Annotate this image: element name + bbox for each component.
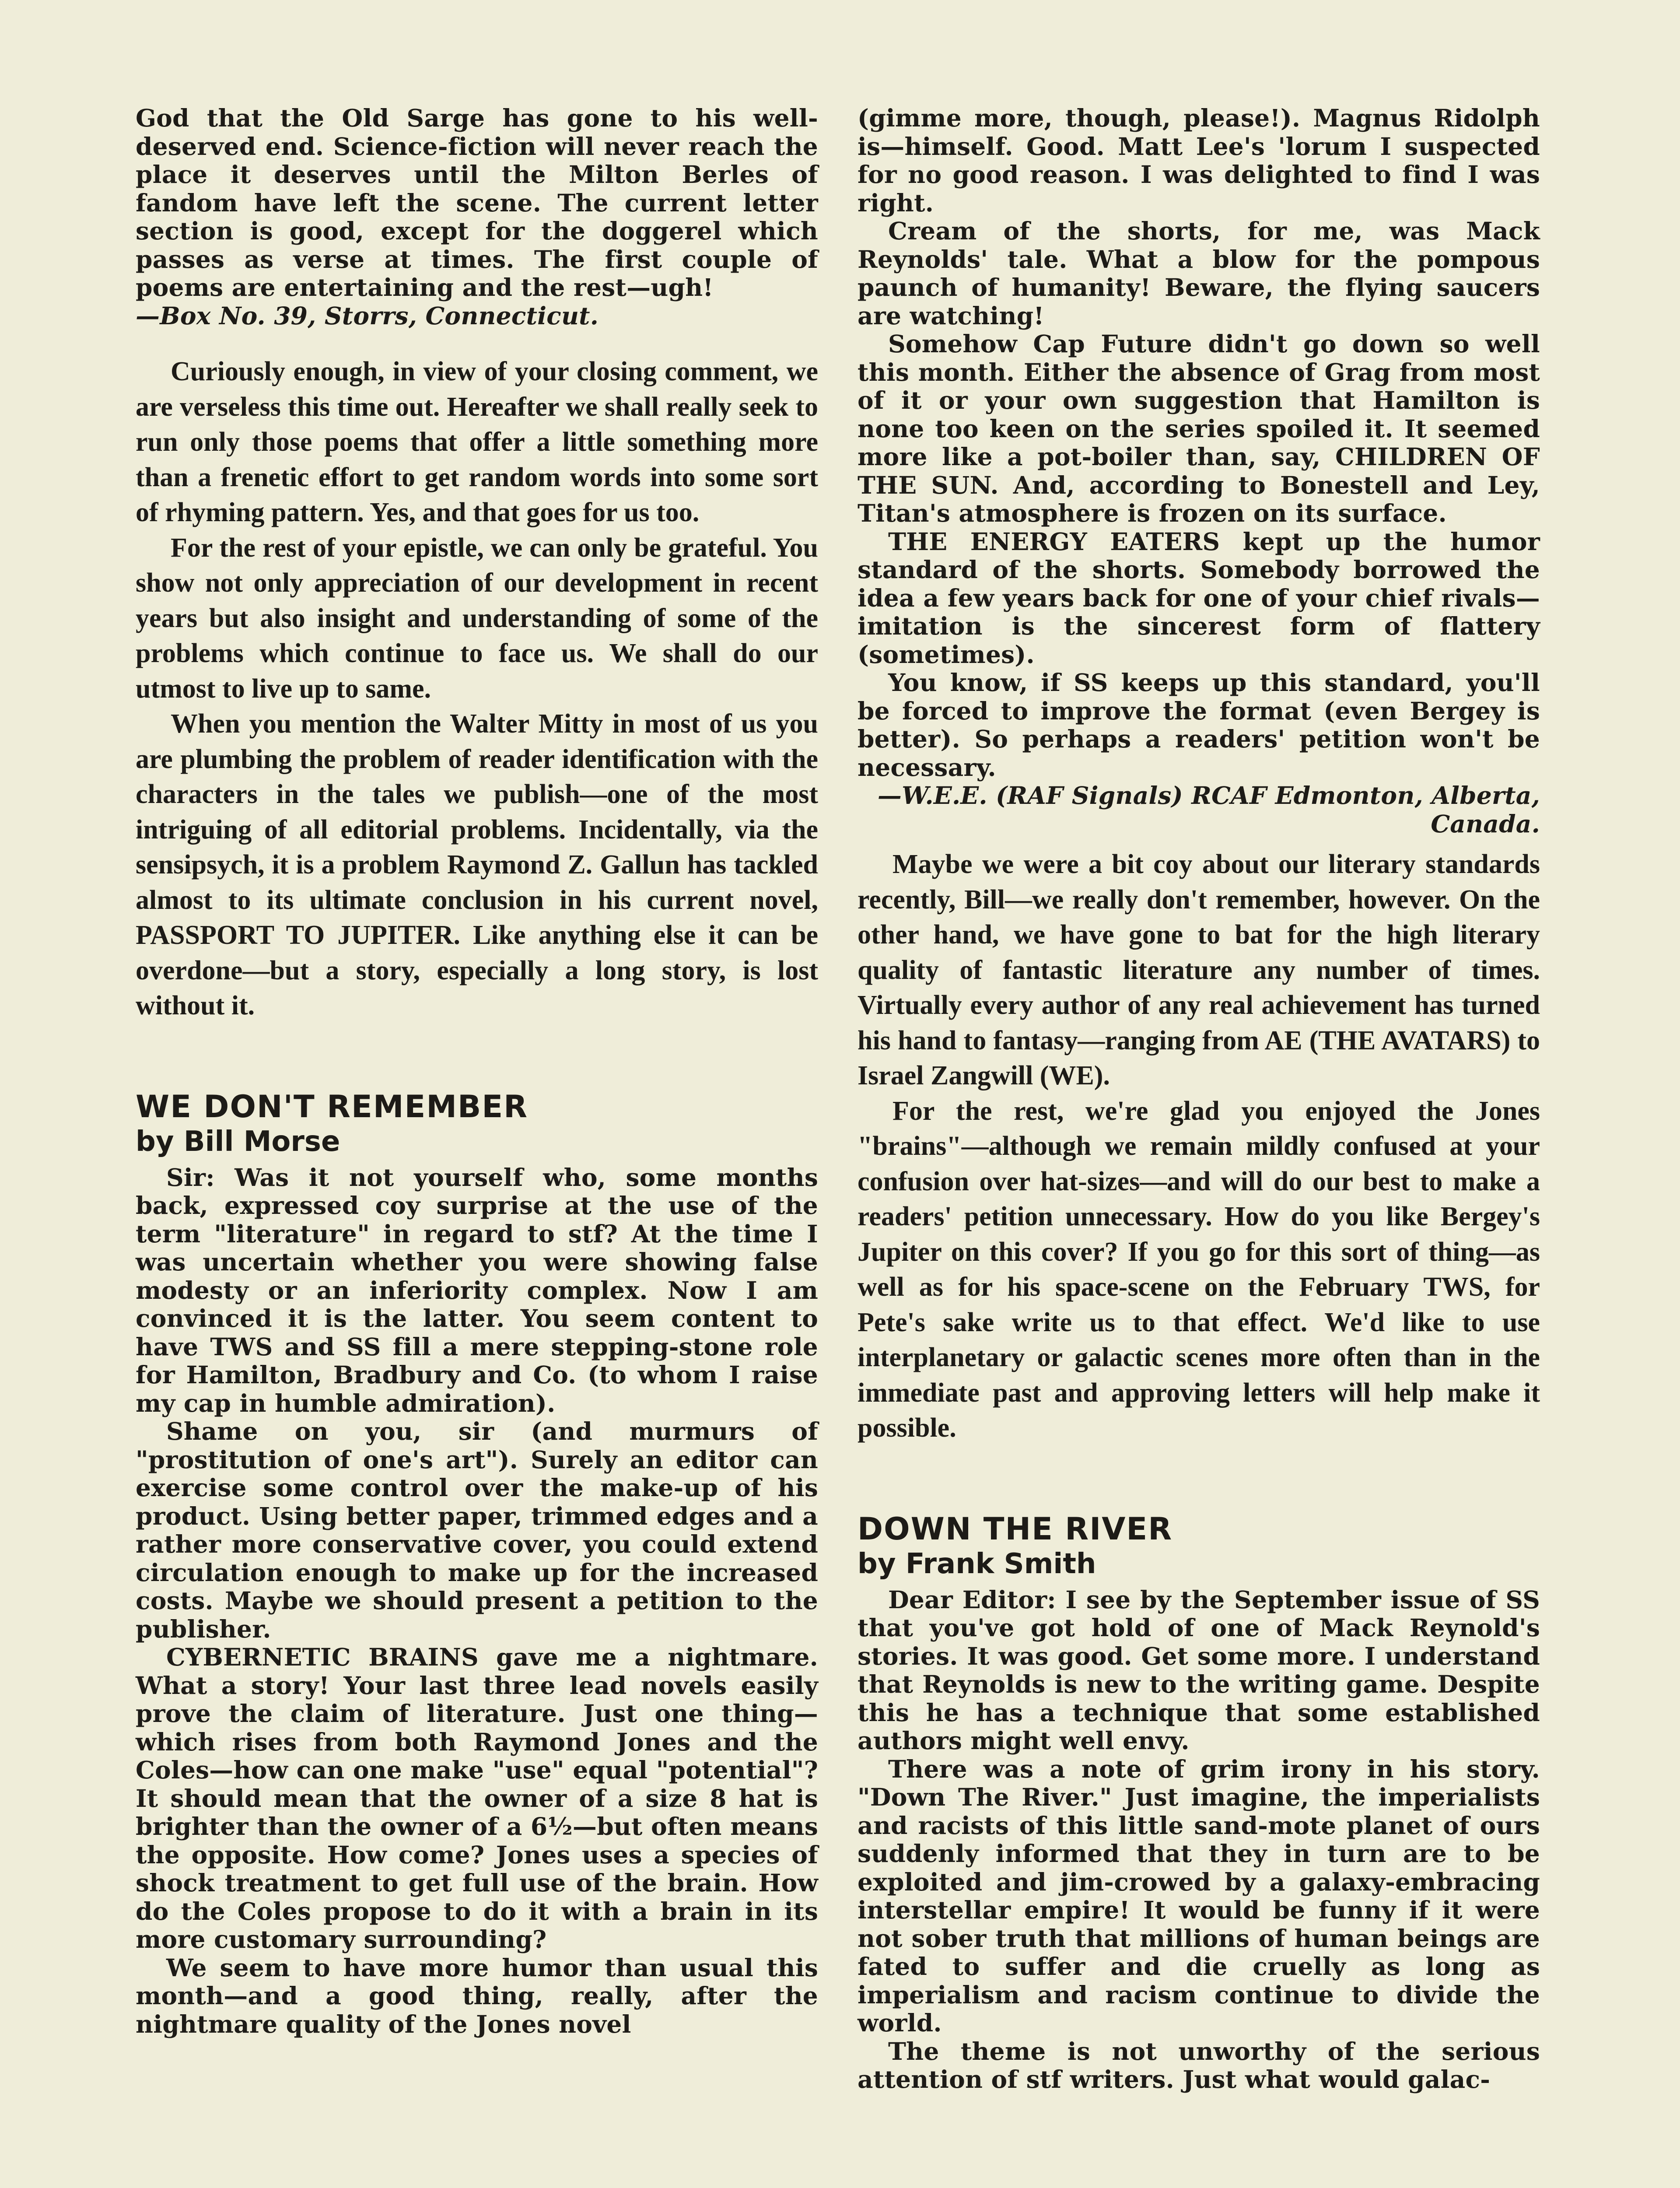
letter-paragraph: Shame on you, sir (and murmurs of "prostitution of one's art"). Surely an editor can exercise some control over the make-up of his product. Using better paper, trimmed edges and a rather more conservative cover, you could extend circulation enough to make up for the increased costs. Maybe we should present a petition to the publisher. [136, 1417, 818, 1643]
letter-byline: by Frank Smith [858, 1547, 1096, 1580]
letter-paragraph: There was a note of grim irony in his story. "Down The River." Just imagine, the imperialists and racists of this little sand-mote planet of ours suddenly informed that they in turn are to be exploited and jim-crowed by a galaxy-embracing interstellar empire! It would be funny if it were not sober truth that millions of human beings are fated to suffer and die cruelly as long as imperialism and racism continue to divide the world. [858, 1754, 1540, 2037]
letter-paragraph: (gimme more, though, please!). Magnus Ridolph is—himself. Good. Matt Lee's 'lorum I suspected for no good reason. I was delighted to find I was right. [858, 104, 1540, 217]
letter-signature: —W.E.E. (RAF Signals) RCAF Edmonton, Alberta, Canada. [877, 781, 1540, 838]
letter-signature: —Box No. 39, Storrs, Connecticut. [136, 301, 599, 330]
letter-paragraph: Somehow Cap Future didn't go down so well this month. Either the absence of Grag from most of it or your own suggestion that Hamilton is none too keen on the series spoiled it. It seemed more like a pot-boiler than, say, CHILDREN OF THE SUN. And, according to Bonestell and Ley, Titan's atmosphere is frozen on its surface. [858, 330, 1540, 527]
letter-paragraph: CYBERNETIC BRAINS gave me a nightmare. What a story! Your last three lead novels easily prove the claim of literature. Just one thing—which rises from both Raymond Jones and the Coles—how can one make "use" equal "potential"? It should mean that the owner of a size 8 hat is brighter than the owner of a 6½—but often means the opposite. How come? Jones uses a species of shock treatment to get full use of the brain. How do the Coles propose to do it with a brain in its more customary surrounding? [136, 1643, 818, 1953]
right-column [858, 104, 1540, 2094]
letter-paragraph: You know, if SS keeps up this standard, you'll be forced to improve the format (even Bergey is better). So perhaps a readers' petition won't be necessary. [858, 668, 1540, 782]
left-column [136, 104, 818, 2038]
letter-paragraph: We seem to have more humor than usual this month—and a good thing, really, after the nightmare quality of the Jones novel [136, 1953, 818, 2038]
letter-paragraph: THE ENERGY EATERS kept up the humor standard of the shorts. Somebody borrowed the idea a few years back for one of your chief rivals—imitation is the sincerest form of flattery (sometimes). [858, 527, 1540, 669]
letter-paragraph: Sir: Was it not yourself who, some months back, expressed coy surprise at the use of the term "literature" in regard to stf? At the time I was uncertain whether you were showing false modesty or an inferiority complex. Now I am convinced it is the latter. You seem content to have TWS and SS fill a mere stepping-stone role for Hamilton, Bradbury and Co. (to whom I raise my cap in humble admiration). [136, 1163, 818, 1417]
letter-byline: by Bill Morse [136, 1125, 340, 1158]
reply-paragraph: For the rest of your epistle, we can only be grateful. You show not only appreciation of our development in recent years but also insight and understanding of some of the problems which continue to face us. We shall do our utmost to live up to same. [136, 533, 818, 704]
reply-paragraph: When you mention the Walter Mitty in most of us you are plumbing the problem of reader identification with the characters in the tales we publish—one of the most intriguing of all editorial problems. Incidentally, via the sensipsych, it is a problem Raymond Z. Gallun has tackled almost to its ultimate conclusion in his current novel, PASSPORT TO JUPITER. Like anything else it can be overdone—but a story, especially a long story, is lost without it. [136, 709, 818, 1020]
letter-body [858, 1586, 1540, 2094]
reply-paragraph: Maybe we were a bit coy about our literary standards recently, Bill—we really don't remember, however. On the other hand, we have gone to bat for the high literary quality of fantastic literature any number of times. Virtually every author of any real achievement has turned his hand to fantasy—ranging from AE (THE AVATARS) to Israel Zangwill (WE). [858, 849, 1540, 1090]
letter-paragraph: The theme is not unworthy of the serious attention of stf writers. Just what would galac- [858, 2037, 1540, 2093]
editor-reply [136, 354, 818, 1024]
letter-body [136, 1164, 818, 2039]
reply-paragraph: For the rest, we're glad you enjoyed the Jones "brains"—although we remain mildly confused at your confusion over hat-sizes—and will do our best to make a readers' petition unnecessary. How do you like Bergey's Jupiter on this cover? If you go for this sort of thing—as well as for his space-scene on the February TWS, for Pete's sake write us to that effect. We'd like to use interplanetary or galactic scenes more often than in the immediate past and approving letters will help make it possible. [858, 1096, 1540, 1443]
letter-paragraph: God that the Old Sarge has gone to his well-deserved end. Science-fiction will never reach the place it deserves until the Milton Berles of fandom have left the scene. The current letter section is good, except for the doggerel which passes as verse at times. The first couple of poems are entertaining and the rest—ugh! [136, 104, 818, 302]
reply-paragraph: Curiously enough, in view of your closing comment, we are verseless this time out. Hereafter we shall really seek to run only those poems that offer a little something more than a frenetic effort to get random words into some sort of rhyming pattern. Yes, and that goes for us too. [136, 357, 818, 527]
letter-paragraph: Cream of the shorts, for me, was Mack Reynolds' tale. What a blow for the pompous paunch of humanity! Beware, the flying saucers are watching! [858, 217, 1540, 330]
letter-body-continued [858, 104, 1540, 838]
letter-continuation [136, 104, 818, 330]
letter-title: DOWN THE RIVER [858, 1511, 1173, 1547]
editor-reply [858, 847, 1540, 1446]
letter-paragraph: Dear Editor: I see by the September issue of SS that you've got hold of one of Mack Reynold's stories. It was good. Get some more. I understand that Reynolds is new to the writing game. Despite this he has a technique that some established authors might well envy. [858, 1585, 1540, 1755]
letter-title: WE DON'T REMEMBER [136, 1088, 528, 1125]
